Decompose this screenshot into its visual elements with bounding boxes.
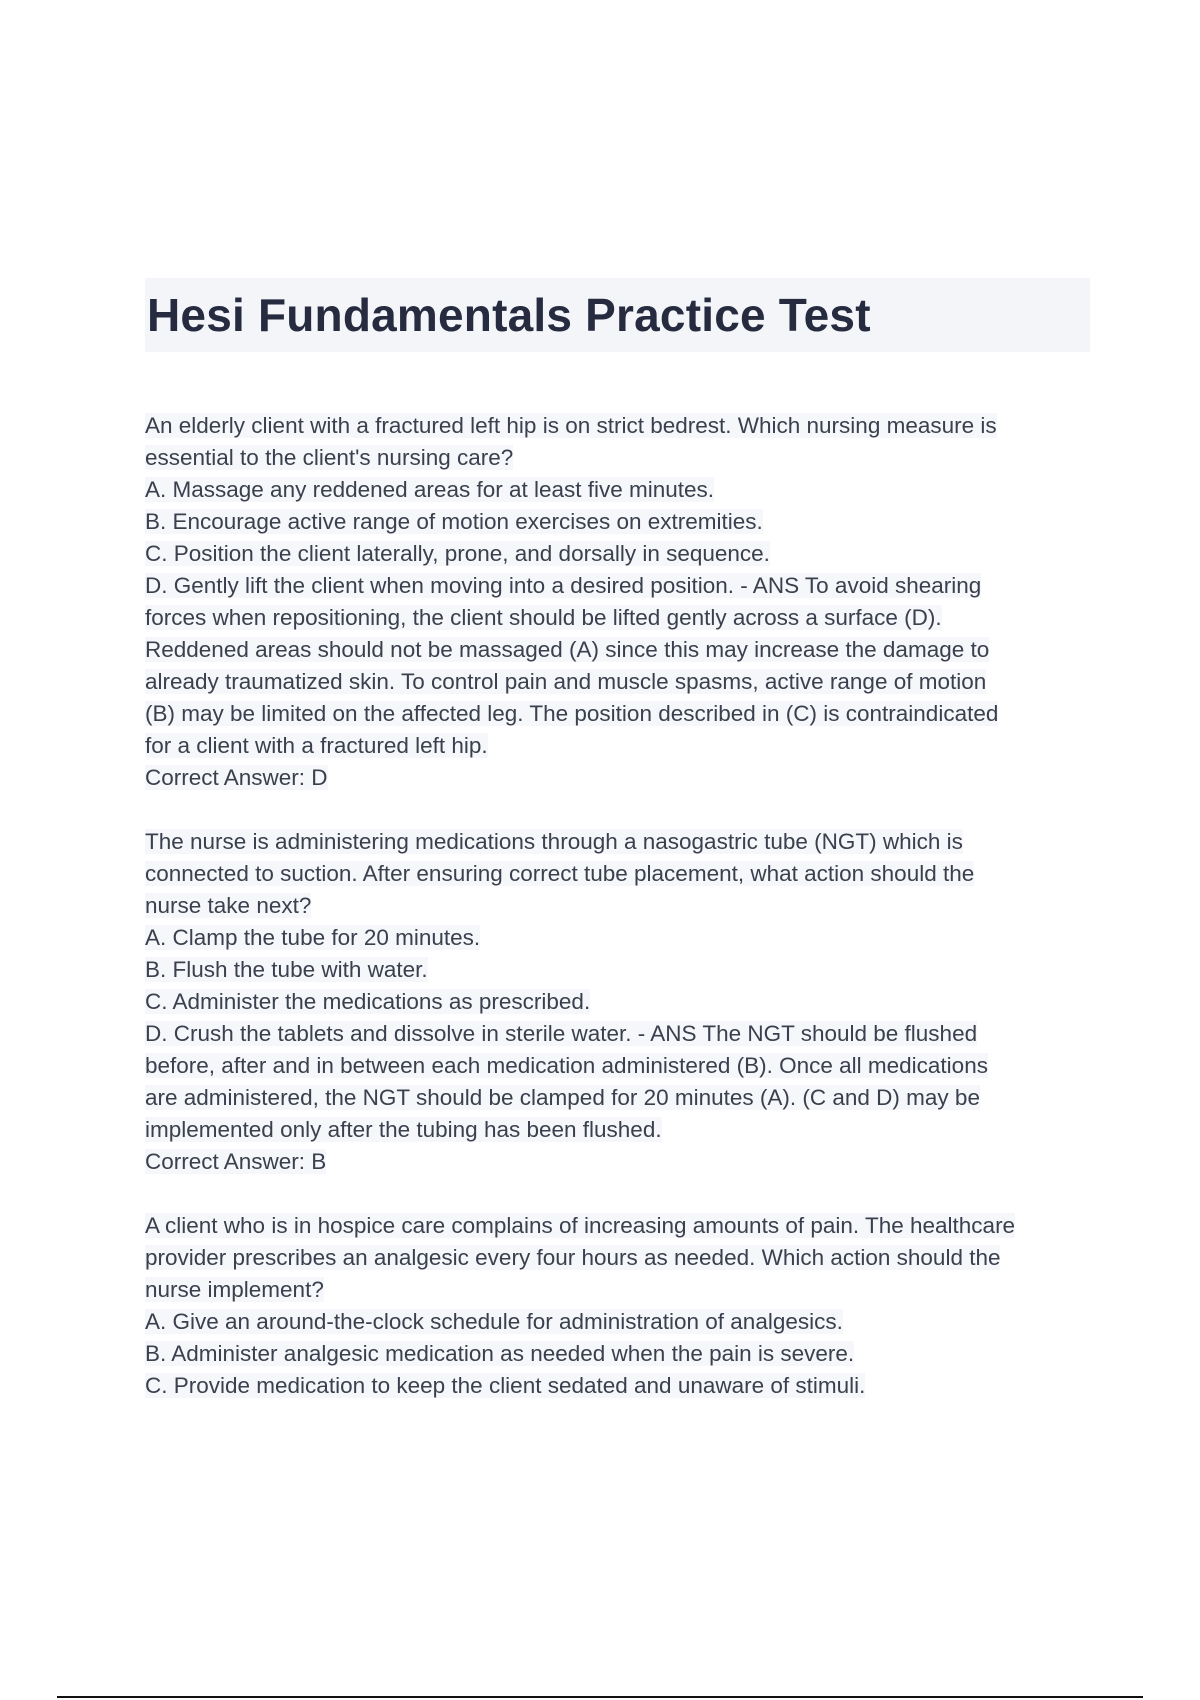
- correct-answer: Correct Answer: D: [145, 765, 328, 790]
- rationale-line: implemented only after the tubing has been flushed.: [145, 1117, 662, 1142]
- answer-option-b: B. Flush the tube with water.: [145, 957, 428, 982]
- correct-answer: Correct Answer: B: [145, 1149, 327, 1174]
- answer-option-c: C. Provide medication to keep the client sedated and unaware of stimuli.: [145, 1373, 866, 1398]
- question-1: [145, 410, 1090, 794]
- answer-option-b: B. Administer analgesic medication as needed when the pain is severe.: [145, 1341, 855, 1366]
- question-3: [145, 1210, 1090, 1402]
- answer-option-a: A. Clamp the tube for 20 minutes.: [145, 925, 481, 950]
- question-line: nurse implement?: [145, 1277, 324, 1302]
- rationale-line: are administered, the NGT should be clamped for 20 minutes (A). (C and D) may be: [145, 1085, 980, 1110]
- answer-option-a: A. Give an around-the-clock schedule for administration of analgesics.: [145, 1309, 843, 1334]
- answer-option-c: C. Administer the medications as prescribed.: [145, 989, 591, 1014]
- rationale-line: already traumatized skin. To control pain and muscle spasms, active range of motion: [145, 669, 987, 694]
- rationale-line: (B) may be limited on the affected leg. The position described in (C) is contraindicated: [145, 701, 999, 726]
- answer-option-b: B. Encourage active range of motion exercises on extremities.: [145, 509, 763, 534]
- answer-option-d: D. Gently lift the client when moving into a desired position. - ANS To avoid shearing: [145, 573, 982, 598]
- rationale-line: Reddened areas should not be massaged (A) since this may increase the damage to: [145, 637, 990, 662]
- rationale-line: forces when repositioning, the client should be lifted gently across a surface (D).: [145, 605, 942, 630]
- rationale-line: for a client with a fractured left hip.: [145, 733, 488, 758]
- title-banner: [145, 278, 1090, 352]
- answer-option-a: A. Massage any reddened areas for at least five minutes.: [145, 477, 715, 502]
- question-line: The nurse is administering medications through a nasogastric tube (NGT) which is: [145, 829, 963, 854]
- page-title: Hesi Fundamentals Practice Test: [147, 289, 871, 341]
- question-line: A client who is in hospice care complains of increasing amounts of pain. The healthcare: [145, 1213, 1016, 1238]
- question-list: [145, 410, 1090, 1434]
- answer-option-c: C. Position the client laterally, prone, and dorsally in sequence.: [145, 541, 770, 566]
- question-2: [145, 826, 1090, 1178]
- question-line: essential to the client's nursing care?: [145, 445, 514, 470]
- page-bottom-divider: [57, 1696, 1143, 1698]
- rationale-line: before, after and in between each medication administered (B). Once all medications: [145, 1053, 988, 1078]
- question-line: provider prescribes an analgesic every four hours as needed. Which action should the: [145, 1245, 1001, 1270]
- question-line: nurse take next?: [145, 893, 312, 918]
- question-line: connected to suction. After ensuring correct tube placement, what action should the: [145, 861, 975, 886]
- question-line: An elderly client with a fractured left hip is on strict bedrest. Which nursing measure is: [145, 413, 997, 438]
- answer-option-d: D. Crush the tablets and dissolve in sterile water. - ANS The NGT should be flushed: [145, 1021, 978, 1046]
